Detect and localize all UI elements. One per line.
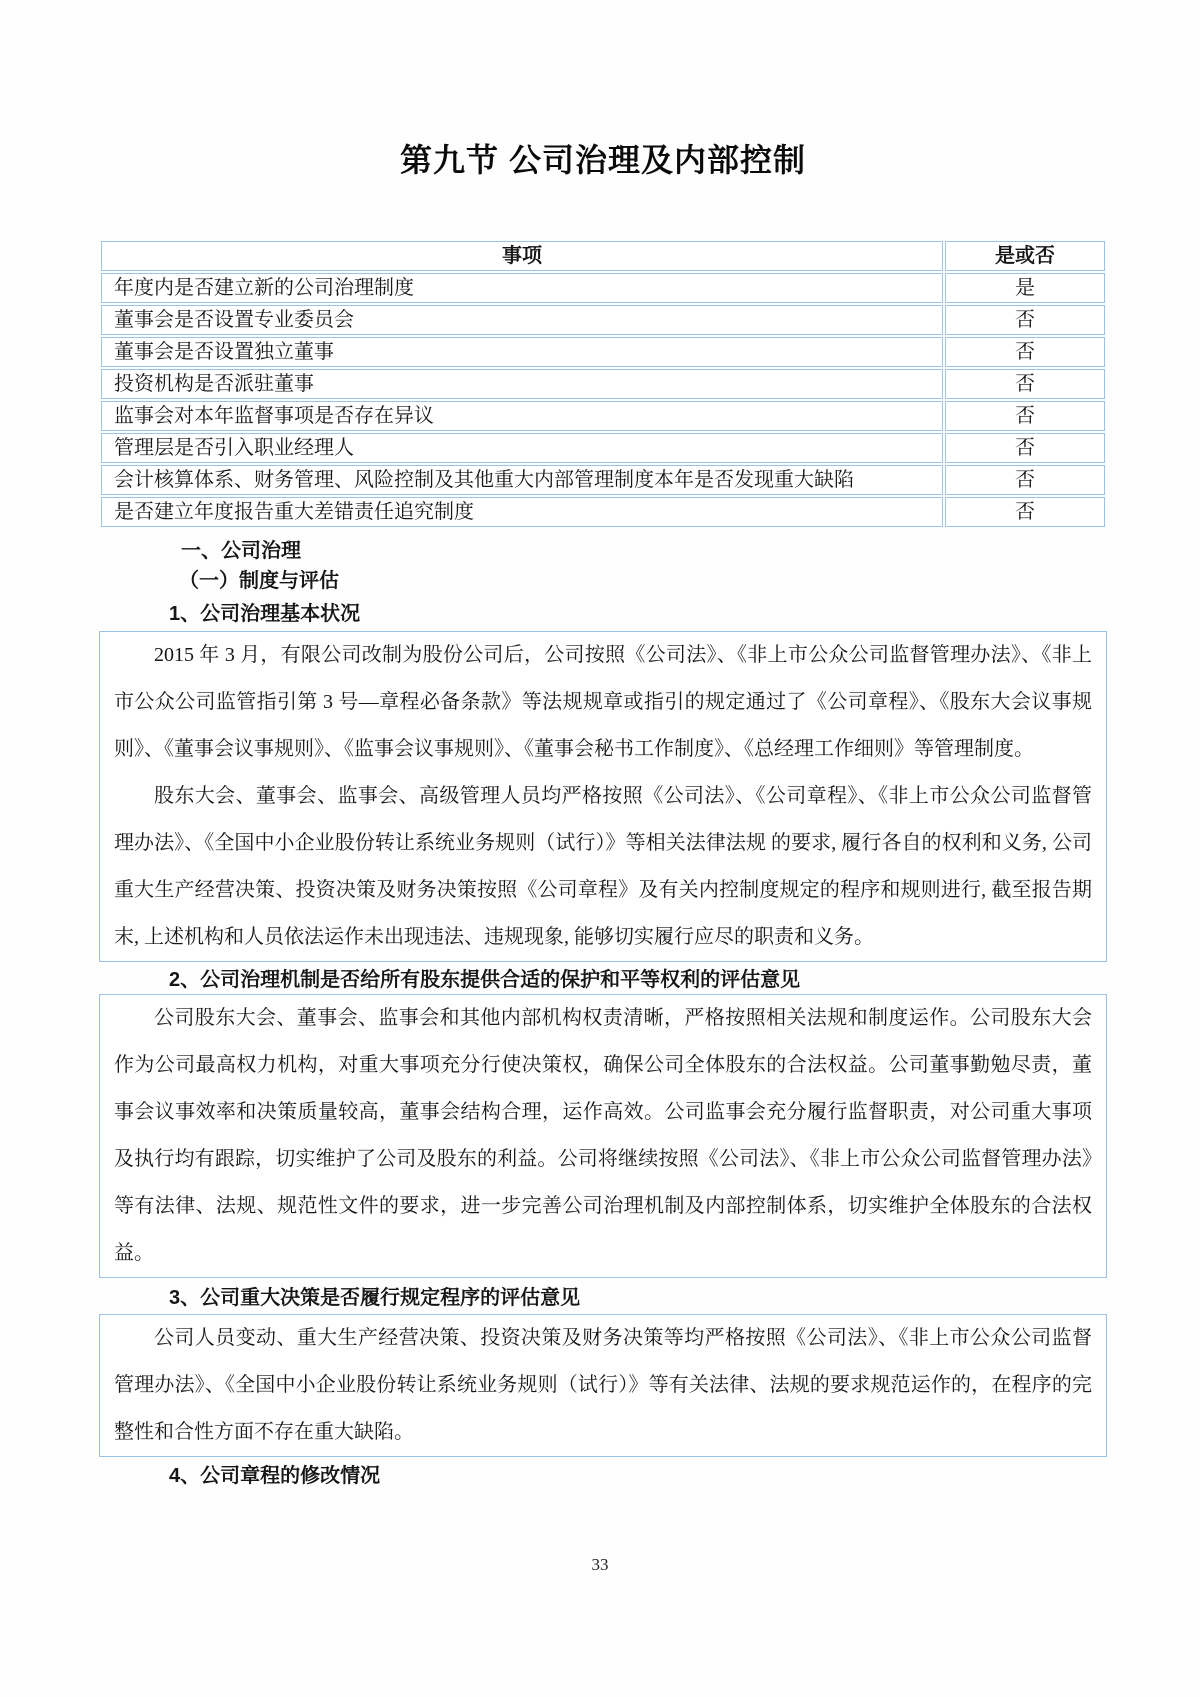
table-row — [101, 465, 1105, 495]
answer-cell: 否 — [945, 465, 1105, 495]
table-row — [101, 497, 1105, 527]
subsection-heading-shareholder-protection: 2、公司治理机制是否给所有股东提供合适的保护和平等权利的评估意见 — [169, 969, 801, 991]
item-cell: 投资机构是否派驻董事 — [101, 369, 943, 399]
governance-items-table — [99, 239, 1107, 529]
page-number: 33 — [591, 1555, 609, 1574]
paragraph-box-shareholder-protection — [99, 994, 1107, 1278]
answer-cell: 否 — [945, 401, 1105, 431]
column-header-yes-or-no: 是或否 — [945, 241, 1105, 271]
paragraph: 公司股东大会、董事会、监事会和其他内部机构权责清晰，严格按照相关法规和制度运作。公司股东大会作为公司最高权力机构，对重大事项充分行使决策权，确保公司全体股东的合法权益。公司董事勤勉尽责，董事会议事效率和决策质量较高，董事会结构合理，运作高效。公司监事会充分履行监督职责，对公司重大事项及执行均有跟踪，切实维护了公司及股东的利益。公司将继续按照《公司法》、《非上市公众公司监督管理办法》等有法律、法规、规范性文件的要求，进一步完善公司治理机制及内部控制体系，切实维护全体股东的合法权益。 — [114, 1007, 1092, 1264]
item-cell: 会计核算体系、财务管理、风险控制及其他重大内部管理制度本年是否发现重大缺陷 — [101, 465, 943, 495]
paragraph: 公司人员变动、重大生产经营决策、投资决策及财务决策等均严格按照《公司法》、《非上市公众公司监督管理办法》、《全国中小企业股份转让系统业务规则（试行）》等有关法律、法规的要求规范运作的，在程序的完整性和合性方面不存在重大缺陷。 — [114, 1327, 1092, 1443]
table-row — [101, 433, 1105, 463]
answer-cell: 否 — [945, 433, 1105, 463]
item-cell: 管理层是否引入职业经理人 — [101, 433, 943, 463]
subsection-heading-articles-amendment: 4、公司章程的修改情况 — [169, 1465, 381, 1487]
section-heading-governance: 一、公司治理 — [181, 540, 301, 562]
answer-cell: 否 — [945, 337, 1105, 367]
table-row — [101, 273, 1105, 303]
item-cell: 监事会对本年监督事项是否存在异议 — [101, 401, 943, 431]
item-cell: 董事会是否设置专业委员会 — [101, 305, 943, 335]
page-content — [99, 0, 1107, 1490]
subsection-heading-major-decisions: 3、公司重大决策是否履行规定程序的评估意见 — [169, 1287, 581, 1309]
table-row — [101, 305, 1105, 335]
page-title: 第九节 公司治理及内部控制 — [400, 142, 806, 178]
item-cell: 年度内是否建立新的公司治理制度 — [101, 273, 943, 303]
answer-cell: 否 — [945, 305, 1105, 335]
paragraph: 股东大会、董事会、监事会、高级管理人员均严格按照《公司法》、《公司章程》、《非上市公众公司监督管理办法》、《全国中小企业股份转让系统业务规则（试行）》等相关法律法规 的要求, 履行各自的权利和义务, 公司重大生产经营决策、投资决策及财务决策按照《公司章程》及有关内控制度规定的程序和规则进行, 截至报告期末, 上述机构和人员依法运作未出现违法、违规现象, 能够切实履行应尽的职责和义务。 — [114, 785, 1092, 948]
subsection-heading-basic-status: 1、公司治理基本状况 — [169, 603, 361, 625]
answer-cell: 是 — [945, 273, 1105, 303]
table-row — [101, 337, 1105, 367]
answer-cell: 否 — [945, 369, 1105, 399]
table-row — [101, 401, 1105, 431]
paragraph: 2015 年 3 月，有限公司改制为股份公司后，公司按照《公司法》、《非上市公众公司监督管理办法》、《非上市公众公司监管指引第 3 号—章程必备条款》等法规规章或指引的规定通过了《公司章程》、《股东大会议事规则》、《董事会议事规则》、《监事会议事规则》、《董事会秘书工作制度》、《总经理工作细则》等管理制度。 — [114, 644, 1092, 760]
answer-cell: 否 — [945, 497, 1105, 527]
item-cell: 董事会是否设置独立董事 — [101, 337, 943, 367]
table-row — [101, 369, 1105, 399]
item-cell: 是否建立年度报告重大差错责任追究制度 — [101, 497, 943, 527]
paragraph-box-major-decisions — [99, 1314, 1107, 1457]
section-heading-system-evaluation: （一）制度与评估 — [179, 570, 339, 592]
column-header-item: 事项 — [101, 241, 943, 271]
paragraph-box-basic-status — [99, 631, 1107, 962]
table-header-row — [101, 241, 1105, 271]
